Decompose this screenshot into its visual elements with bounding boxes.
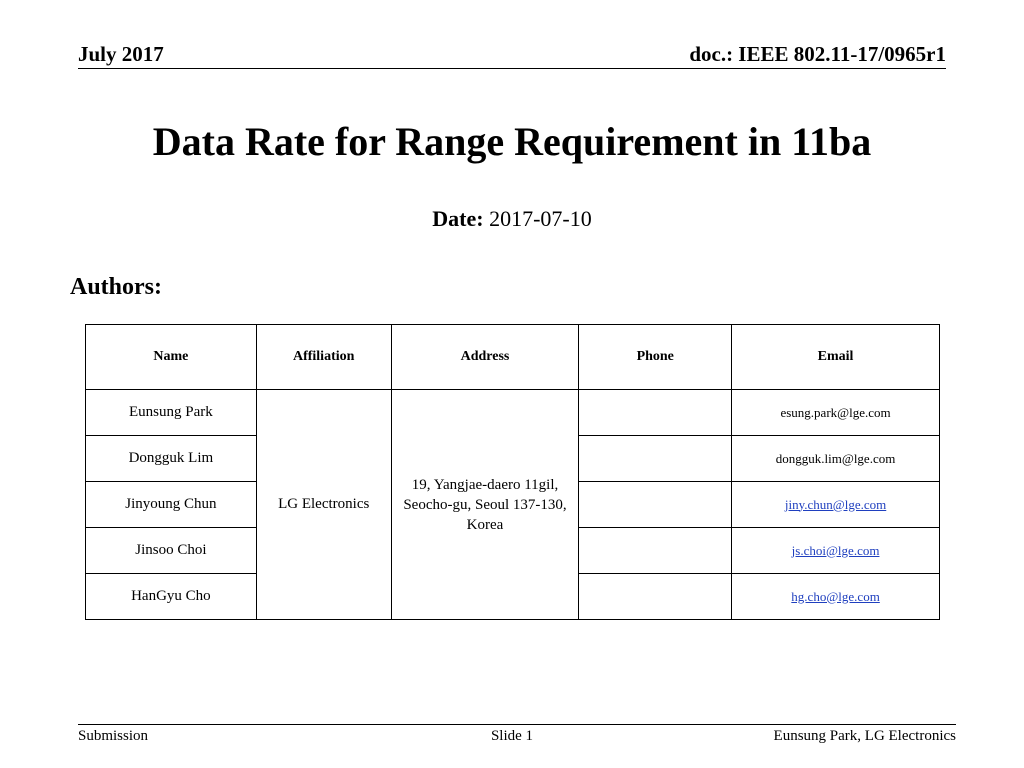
email-link[interactable]: jiny.chun@lge.com [784, 496, 887, 512]
phone-cell [579, 436, 732, 482]
email-link[interactable]: js.choi@lge.com [791, 542, 880, 558]
authors-heading: Authors: [70, 274, 163, 300]
date-value: 2017-07-10 [489, 206, 592, 231]
phone-cell [579, 482, 732, 528]
author-name: Dongguk Lim [86, 436, 257, 482]
date-label: Date: [432, 206, 484, 231]
email-cell [732, 528, 940, 574]
slide-title: Data Rate for Range Requirement in 11ba [152, 119, 872, 164]
author-name: Jinsoo Choi [86, 528, 257, 574]
slide-date [0, 206, 1024, 232]
email-cell: dongguk.lim@lge.com [732, 436, 940, 482]
footer-slide-number: Slide 1 [490, 728, 534, 744]
footer-author: Eunsung Park, LG Electronics [773, 728, 956, 744]
email-cell [732, 574, 940, 620]
author-name: Eunsung Park [86, 390, 257, 436]
header-rule [78, 68, 946, 69]
col-header-address: Address [391, 325, 579, 390]
table-header-row [86, 325, 940, 390]
footer-rule [78, 724, 956, 725]
email-link[interactable]: hg.cho@lge.com [791, 588, 880, 604]
table-row [86, 390, 940, 436]
author-name: Jinyoung Chun [86, 482, 257, 528]
header-doc-id: doc.: IEEE 802.11-17/0965r1 [689, 42, 946, 66]
address-cell: 19, Yangjae-daero 11gil, Seocho-gu, Seoul 137-130, Korea [391, 390, 579, 620]
col-header-email: Email [732, 325, 940, 390]
authors-table [85, 324, 940, 620]
email-cell [732, 482, 940, 528]
footer-submission: Submission [78, 728, 149, 744]
author-name: HanGyu Cho [86, 574, 257, 620]
affiliation-cell: LG Electronics [256, 390, 391, 620]
phone-cell [579, 528, 732, 574]
phone-cell [579, 390, 732, 436]
col-header-name: Name [86, 325, 257, 390]
phone-cell [579, 574, 732, 620]
col-header-phone: Phone [579, 325, 732, 390]
email-cell: esung.park@lge.com [732, 390, 940, 436]
col-header-affiliation: Affiliation [256, 325, 391, 390]
header-date: July 2017 [78, 42, 164, 66]
